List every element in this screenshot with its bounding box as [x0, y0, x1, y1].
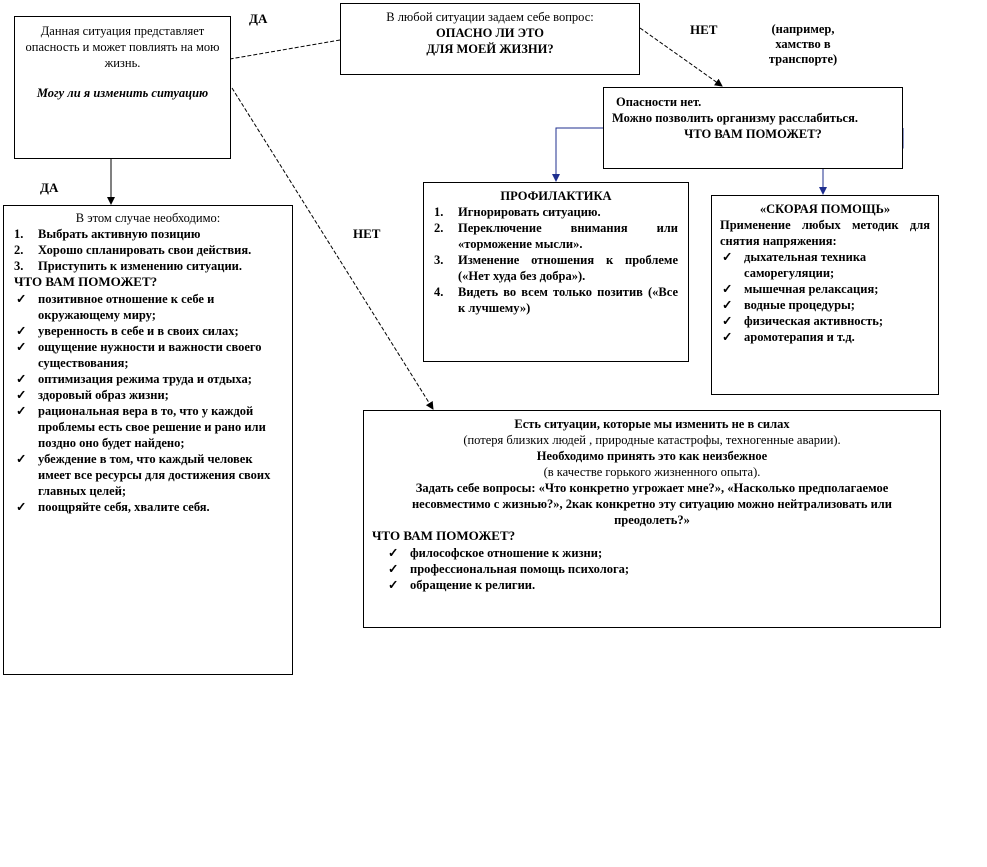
emergency-box — [711, 195, 939, 395]
list-item: ✓ дыхательная техника саморегуляции; — [720, 249, 930, 281]
list-item: ✓ ощущение нужности и важности своего существования; — [14, 339, 282, 371]
list-item: ✓ водные процедуры; — [720, 297, 930, 313]
prevention-title: ПРОФИЛАКТИКА — [500, 189, 612, 203]
label-no-middle: НЕТ — [353, 226, 381, 241]
change-help-title: ЧТО ВАМ ПОМОЖЕТ? — [14, 274, 158, 289]
list-item: ✓ убеждение в том, что каждый человек имеет все ресурсы для достижения своих главных целей; — [14, 451, 282, 499]
question-box — [340, 3, 640, 75]
accept-help-title: ЧТО ВАМ ПОМОЖЕТ? — [372, 528, 516, 543]
list-item: 3. Изменение отношения к проблеме («Нет худа без добра»). — [434, 252, 678, 284]
list-item: ✓ обращение к религии. — [386, 577, 930, 593]
list-item: 2. Хорошо спланировать свои действия. — [14, 242, 282, 258]
accept-box — [363, 410, 941, 628]
question-line: ДЛЯ МОЕЙ ЖИЗНИ? — [426, 42, 554, 56]
emergency-title: «СКОРАЯ ПОМОЩЬ» — [759, 202, 891, 216]
connector-yes-top — [230, 40, 340, 59]
label-yes-top: ДА — [249, 11, 268, 26]
list-item: 1. Выбрать активную позицию — [14, 226, 282, 242]
label-example: (например, хамство в транспорте) — [768, 22, 838, 66]
accept-line: (в качестве горького жизненного опыта). — [543, 465, 761, 479]
list-item: ✓ оптимизация режима труда и отдыха; — [14, 371, 282, 387]
danger-text: Данная ситуация представляет опасность и может повлиять на мою жизнь. — [25, 24, 220, 70]
connector-to-prevention — [556, 128, 603, 181]
change-box — [3, 205, 293, 675]
accept-line: Необходимо принять это как неизбежное — [536, 449, 768, 463]
emergency-intro: Применение любых методик для снятия напряжения: — [720, 218, 930, 248]
no-danger-title: Опасности нет. — [616, 95, 702, 109]
no-danger-help-title: ЧТО ВАМ ПОМОЖЕТ? — [684, 127, 822, 141]
accept-line: (потеря близких людей , природные катастрофы, техногенные аварии). — [463, 433, 841, 447]
list-item: ✓ физическая активность; — [720, 313, 930, 329]
label-no-top: НЕТ — [690, 22, 718, 37]
danger-box — [14, 16, 231, 159]
list-item: ✓ здоровый образ жизни; — [14, 387, 282, 403]
list-item: 4. Видеть во всем только позитив («Все к лучшему») — [434, 284, 678, 316]
list-item: 3. Приступить к изменению ситуации. — [14, 258, 282, 274]
list-item: ✓ аромотерапия и т.д. — [720, 329, 930, 345]
prevention-box — [423, 182, 689, 362]
list-item: ✓ позитивное отношение к себе и окружающему миру; — [14, 291, 282, 323]
list-item: ✓ уверенность в себе и в своих силах; — [14, 323, 282, 339]
list-item: ✓ философское отношение к жизни; — [386, 545, 930, 561]
accept-line: Есть ситуации, которые мы изменить не в силах — [514, 417, 790, 431]
danger-question: Могу ли я изменить ситуацию — [36, 86, 209, 100]
change-help-list — [14, 291, 282, 515]
change-intro: В этом случае необходимо: — [75, 211, 221, 225]
question-line: ОПАСНО ЛИ ЭТО — [436, 26, 544, 40]
list-item: ✓ рациональная вера в то, что у каждой проблемы есть свое решение и рано или поздно оно будет найдено; — [14, 403, 282, 451]
emergency-list — [720, 249, 930, 345]
no-danger-box — [603, 87, 903, 169]
list-item: ✓ поощряйте себя, хвалите себя. — [14, 499, 282, 515]
accept-questions: Задать себе вопросы: «Что конкретно угрожает мне?», «Насколько предполагаемое несовместимо с жизнью?», 2как конкретно эту ситуацию можно нейтрализовать или преодолеть?» — [411, 481, 893, 527]
question-intro: В любой ситуации задаем себе вопрос: — [386, 10, 594, 24]
list-item: 2. Переключение внимания или «торможение мысли». — [434, 220, 678, 252]
list-item: 1. Игнорировать ситуацию. — [434, 204, 678, 220]
label-yes-left: ДА — [40, 180, 59, 195]
list-item: ✓ мышечная релаксация; — [720, 281, 930, 297]
change-steps — [14, 226, 282, 274]
list-item: ✓ профессиональная помощь психолога; — [386, 561, 930, 577]
no-danger-text: Можно позволить организму расслабиться. — [612, 111, 858, 125]
prevention-list — [434, 204, 678, 316]
accept-help-list — [374, 545, 930, 593]
